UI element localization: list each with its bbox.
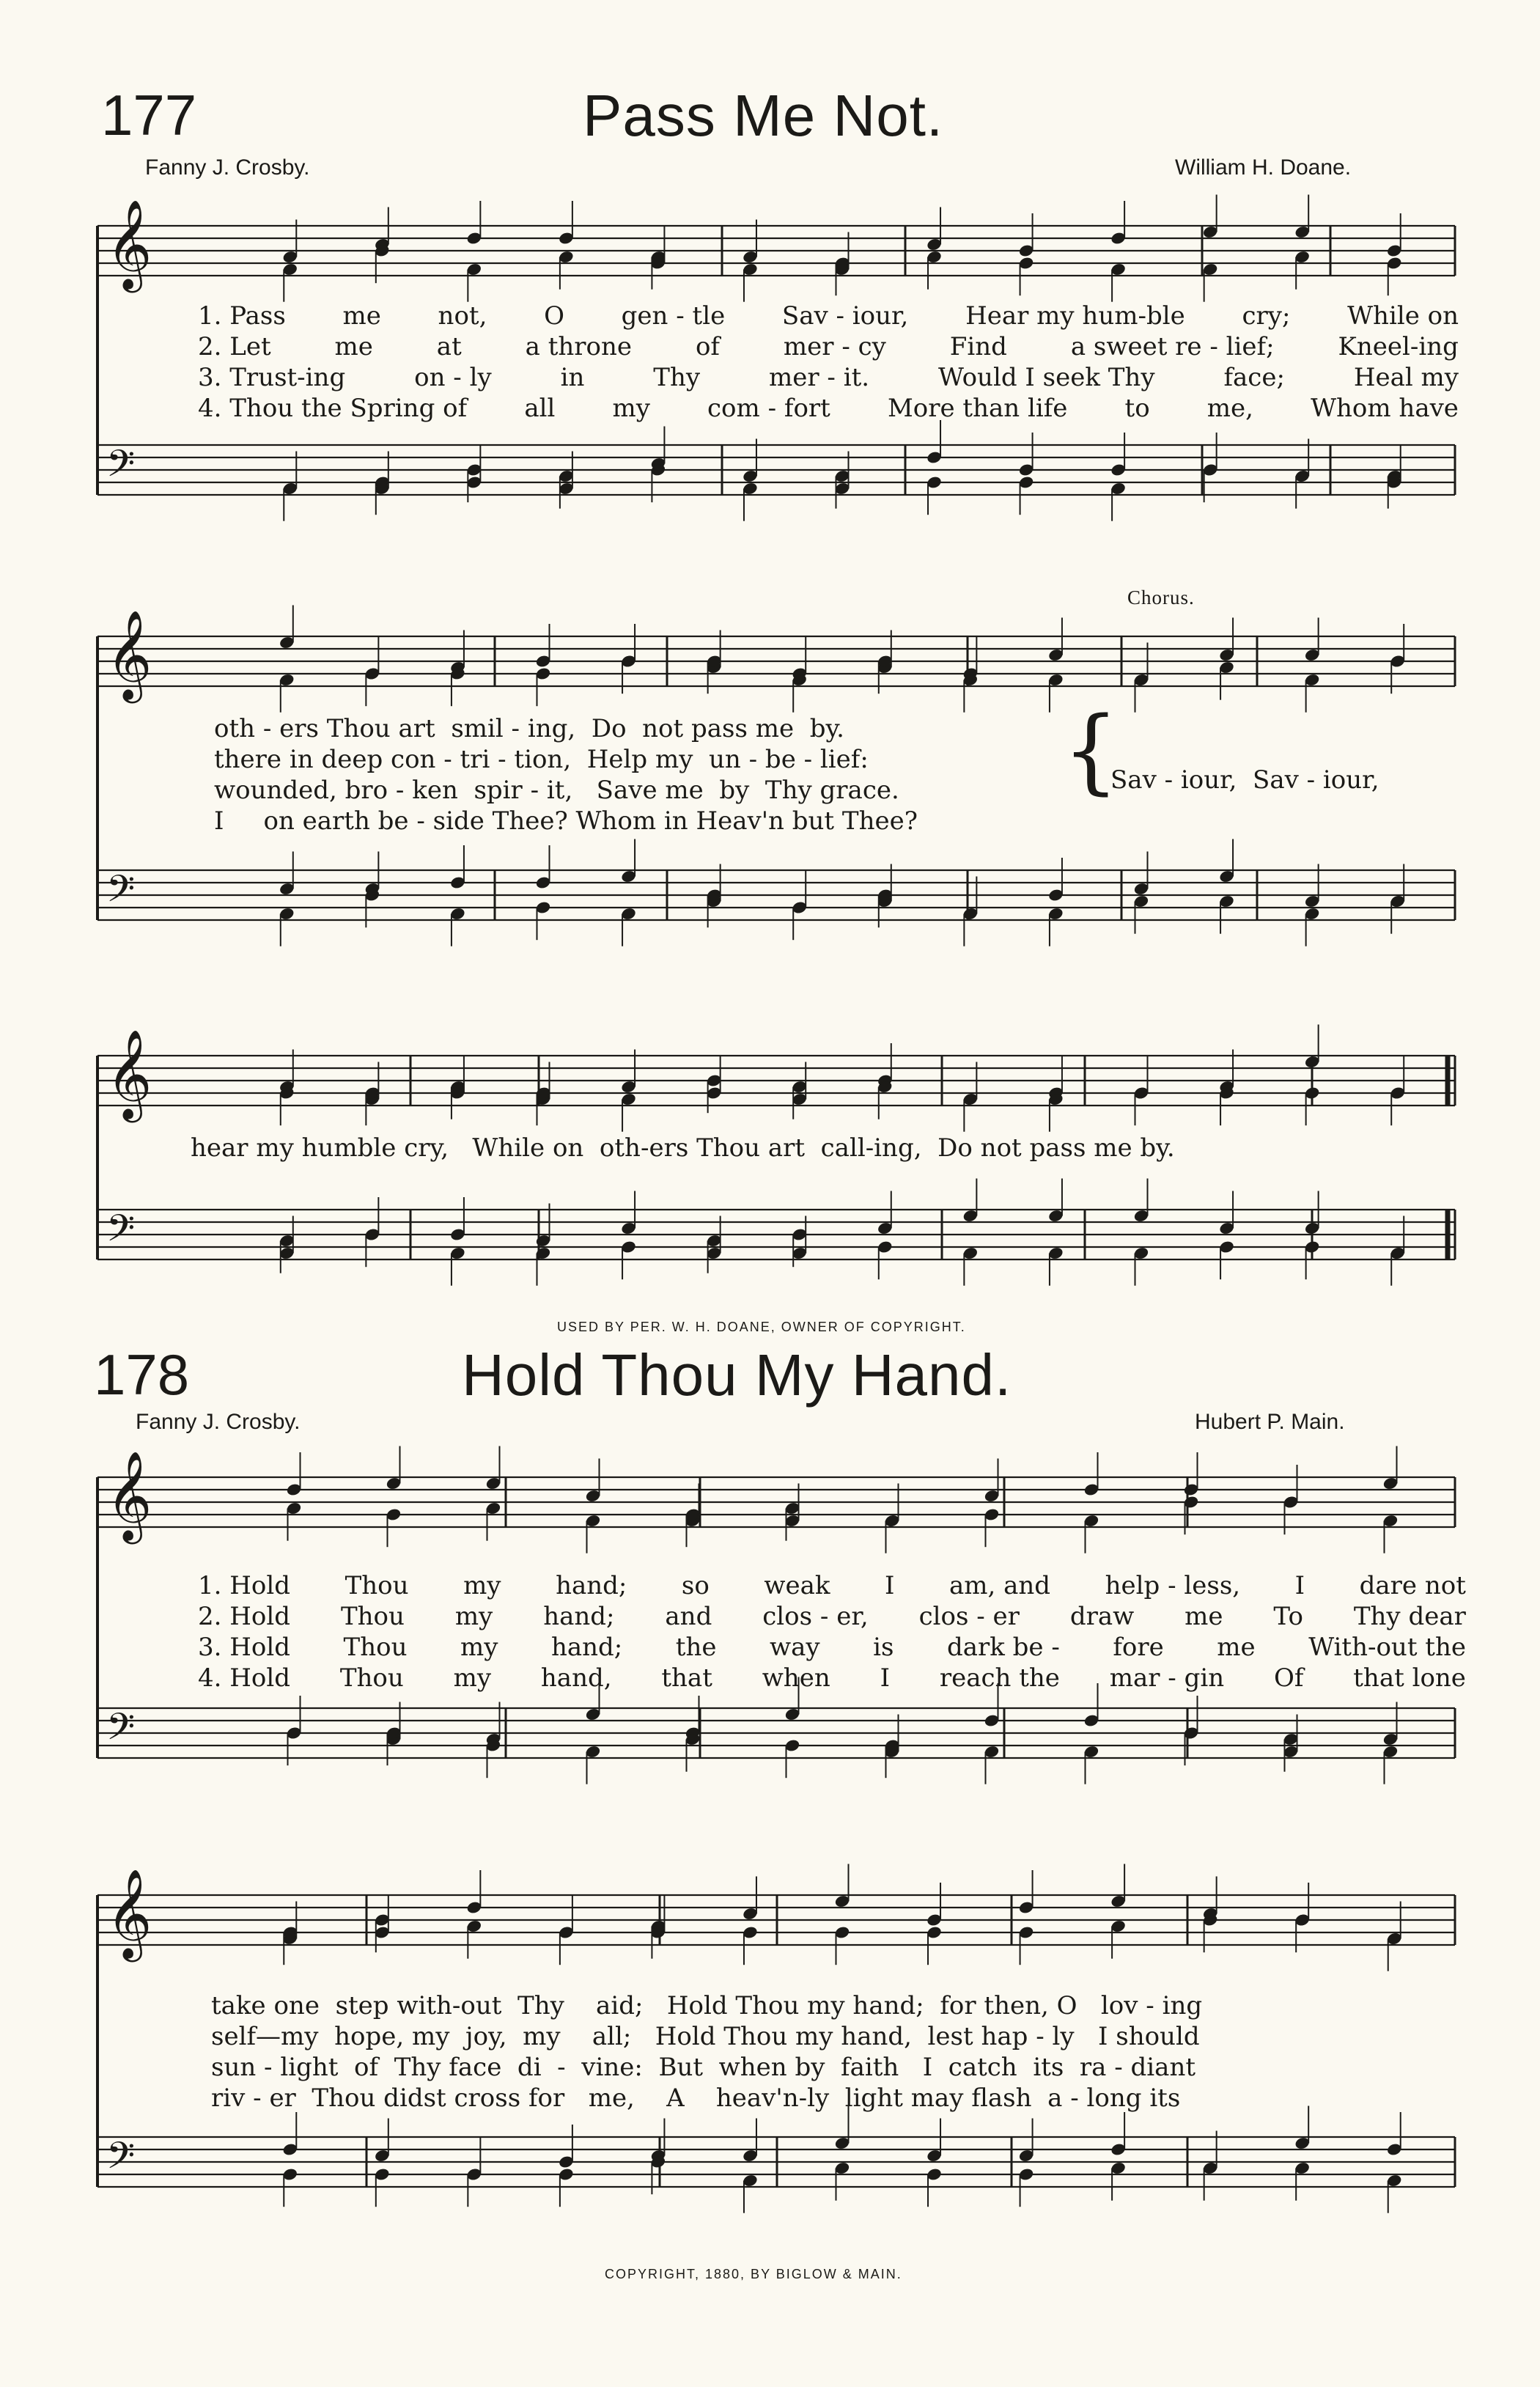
- lyric-syllable: Thy dear: [1353, 1602, 1466, 1631]
- lyric-syllable: at: [436, 332, 462, 361]
- lyric-syllable: in: [560, 363, 585, 392]
- lyric-syllable: my: [612, 394, 650, 423]
- lyric-syllable: my: [454, 1602, 493, 1631]
- lyric-syllable: 3. Hold: [198, 1633, 291, 1662]
- treble-clef-icon: 𝄞: [106, 1029, 152, 1119]
- lyric-syllable: and: [665, 1602, 712, 1631]
- lyric-syllable: Would I seek Thy: [937, 363, 1155, 392]
- lyric-syllable: that: [661, 1663, 712, 1693]
- lyrics-block: [198, 301, 1459, 424]
- composer-credit: Hubert P. Main.: [1195, 1410, 1345, 1434]
- lyric-syllable: all: [524, 394, 556, 423]
- lyric-syllable: Of: [1273, 1663, 1304, 1693]
- lyric-syllable: reach the: [939, 1663, 1060, 1693]
- lyric-syllable: hand;: [556, 1571, 627, 1600]
- lyric-syllable: I: [1294, 1571, 1305, 1600]
- hymn-title: Hold Thou My Hand.: [462, 1342, 1012, 1408]
- lyric-syllable: 4. Hold: [198, 1663, 291, 1693]
- bass-clef-icon: 𝄢: [106, 442, 136, 495]
- lyric-syllable: Heal my: [1353, 363, 1459, 392]
- lyrics-block: [214, 713, 1057, 836]
- lyric-syllable: Hear my hum-ble: [965, 301, 1185, 331]
- lyric-syllable: way: [769, 1633, 820, 1662]
- lyric-syllable: to: [1124, 394, 1150, 423]
- lyric-syllable: mer - it.: [768, 363, 870, 392]
- lyric-line: [198, 301, 1459, 331]
- lyric-syllable: me: [342, 301, 381, 331]
- author-credit: Fanny J. Crosby.: [145, 155, 310, 180]
- lyric-line: [198, 1632, 1466, 1663]
- copyright-notice: COPYRIGHT, 1880, BY BIGLOW & MAIN.: [605, 2267, 902, 2281]
- lyric-syllable: hand;: [543, 1602, 615, 1631]
- lyric-line: riv - er Thou didst cross for me, A heav'n-ly light may flash a - long its: [211, 2083, 1181, 2113]
- treble-clef-icon: 𝄞: [106, 1868, 152, 1959]
- lyric-syllable: am, and: [949, 1571, 1051, 1600]
- lyric-syllable: Thou: [345, 1571, 409, 1600]
- lyric-syllable: me: [1185, 1602, 1223, 1631]
- lyric-syllable: 3. Trust-ing: [198, 363, 346, 392]
- bass-clef-icon: 𝄢: [106, 867, 136, 920]
- lyric-syllable: help - less,: [1105, 1571, 1241, 1600]
- lyric-syllable: 2. Let: [198, 332, 271, 361]
- lyric-syllable: mar - gin: [1109, 1663, 1225, 1693]
- bass-clef-icon: 𝄢: [106, 2134, 136, 2187]
- lyric-syllable: so: [681, 1571, 710, 1600]
- bass-clef-icon: 𝄢: [106, 1207, 136, 1259]
- lyric-syllable: clos - er: [918, 1602, 1020, 1631]
- lyric-syllable: my: [460, 1633, 498, 1662]
- lyric-syllable: dark be -: [946, 1633, 1060, 1662]
- lyric-syllable: To: [1273, 1602, 1303, 1631]
- treble-clef-icon: 𝄞: [106, 199, 152, 290]
- lyric-syllable: Find: [949, 332, 1007, 361]
- lyric-syllable: 2. Hold: [198, 1602, 291, 1631]
- lyric-syllable: 1. Pass: [198, 301, 286, 331]
- lyric-line: [198, 393, 1459, 424]
- lyric-syllable: Thy: [653, 363, 701, 392]
- lyric-syllable: my: [453, 1663, 492, 1693]
- lyric-line: there in deep con - tri - tion, Help my un - be - lief:: [214, 745, 869, 774]
- hymn-number: 177: [101, 83, 197, 147]
- lyric-syllable: a throne: [525, 332, 633, 361]
- lyric-syllable: on - ly: [414, 363, 492, 392]
- lyric-line: [198, 331, 1459, 362]
- lyric-syllable: Thou: [339, 1663, 404, 1693]
- lyric-syllable: cry;: [1242, 301, 1291, 331]
- lyric-syllable: com - fort: [707, 394, 830, 423]
- treble-clef-icon: 𝄞: [106, 609, 152, 700]
- lyric-syllable: a sweet re - lief;: [1070, 332, 1275, 361]
- brace: {: [1063, 697, 1119, 805]
- lyric-syllable: O: [544, 301, 564, 331]
- lyric-line: I on earth be - side Thee? Whom in Heav'n but Thee?: [214, 806, 918, 836]
- lyric-syllable: is: [873, 1633, 894, 1662]
- lyric-syllable: More than life: [887, 394, 1068, 423]
- lyric-line: self—my hope, my joy, my all; Hold Thou my hand, lest hap - ly I should: [211, 2022, 1200, 2051]
- lyric-syllable: gen - tle: [621, 301, 726, 331]
- bass-clef-icon: 𝄢: [106, 1705, 136, 1758]
- lyric-syllable: hand;: [550, 1633, 623, 1662]
- lyrics-block: [211, 1990, 1472, 2114]
- lyric-syllable: face;: [1223, 363, 1285, 392]
- lyric-line: [198, 1601, 1466, 1632]
- lyric-line: take one step with-out Thy aid; Hold Thou my hand; for then, O lov - ing: [211, 1991, 1203, 2020]
- lyric-line: sun - light of Thy face di - vine: But when by faith I catch its ra - diant: [211, 2053, 1196, 2082]
- lyric-syllable: not,: [438, 301, 487, 331]
- hymn-title: Pass Me Not.: [583, 83, 944, 148]
- lyric-syllable: Thou: [340, 1602, 405, 1631]
- lyric-syllable: Sav - iour,: [781, 301, 909, 331]
- treble-clef-icon: 𝄞: [106, 1450, 152, 1541]
- lyric-syllable: mer - cy: [783, 332, 886, 361]
- composer-credit: William H. Doane.: [1175, 155, 1352, 180]
- lyric-syllable: Thou: [343, 1633, 408, 1662]
- lyric-syllable: clos - er,: [762, 1602, 869, 1631]
- lyric-line: [198, 362, 1459, 393]
- lyric-syllable: While on: [1347, 301, 1459, 331]
- lyric-syllable: 4. Thou the Spring of: [198, 394, 468, 423]
- lyric-line: [198, 1570, 1466, 1601]
- author-credit: Fanny J. Crosby.: [136, 1410, 301, 1434]
- lyric-syllable: dare not: [1359, 1571, 1466, 1600]
- chorus-lyric: Sav - iour, Sav - iour,: [1110, 765, 1379, 795]
- lyric-syllable: when: [762, 1663, 830, 1693]
- chorus-label: Chorus.: [1127, 586, 1195, 608]
- lyric-syllable: I: [885, 1571, 895, 1600]
- hymn-number: 178: [94, 1342, 190, 1407]
- lyric-syllable: the: [675, 1633, 717, 1662]
- lyric-syllable: me,: [1206, 394, 1253, 423]
- lyric-syllable: fore: [1113, 1633, 1164, 1662]
- lyric-syllable: me: [1217, 1633, 1256, 1662]
- lyric-syllable: me: [334, 332, 373, 361]
- lyric-syllable: hand,: [540, 1663, 612, 1693]
- lyric-syllable: Whom have: [1311, 394, 1459, 423]
- lyrics-block: [198, 1570, 1466, 1693]
- lyric-syllable: With-out the: [1308, 1633, 1466, 1662]
- lyric-syllable: draw: [1069, 1602, 1135, 1631]
- lyric-line: hear my humble cry, While on oth-ers Thou art call-ing, Do not pass me by.: [191, 1133, 1175, 1163]
- lyric-syllable: Kneel-ing: [1338, 332, 1459, 361]
- lyric-line: oth - ers Thou art smil - ing, Do not pass me by.: [214, 714, 844, 743]
- lyric-line: [198, 1663, 1466, 1693]
- lyric-syllable: that lone: [1353, 1663, 1466, 1693]
- lyric-line: wounded, bro - ken spir - it, Save me by Thy grace.: [214, 776, 899, 805]
- copyright-notice: USED BY PER. W. H. DOANE, OWNER OF COPYRIGHT.: [557, 1320, 966, 1334]
- lyric-syllable: weak: [764, 1571, 830, 1600]
- lyric-syllable: my: [463, 1571, 501, 1600]
- lyric-syllable: 1. Hold: [198, 1571, 291, 1600]
- lyric-syllable: I: [880, 1663, 890, 1693]
- lyric-syllable: of: [695, 332, 720, 361]
